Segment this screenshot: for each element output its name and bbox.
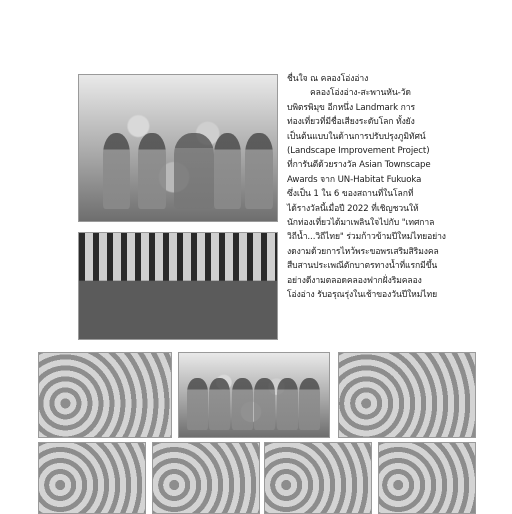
article-line: งดงามด้วยการไหว้พระขอพรเสริมสิริมงคล: [287, 246, 439, 257]
photo-group-standing: [178, 352, 330, 438]
article-line: นักท่องเที่ยวได้มาเพลินใจไปกับ "เทศกาล: [287, 218, 435, 229]
photo-bottom-row-4: [378, 442, 476, 514]
article-line: สืบสานประเพณีตักบาตรทางน้ำที่แรกมีขึ้น: [287, 261, 438, 272]
article-line: ท่องเที่ยวที่มีชื่อเสียงระดับโลก ทั้งยัง: [287, 117, 415, 128]
article-line: Awards จาก UN-Habitat Fukuoka: [287, 174, 422, 185]
article-line: ได้รางวัลนี้เมื่อปี 2022 ที่เชิญชวนให้: [287, 203, 419, 214]
article-line: ซึ่งเป็น 1 ใน 6 ของสถานที่ในโลกที่: [287, 189, 414, 200]
article-line: ที่การันตีด้วยรางวัล Asian Townscape: [287, 160, 431, 171]
article-line: (Landscape Improvement Project): [287, 146, 430, 157]
photo-bottom-left-1: [38, 352, 172, 438]
article-line: ชื่นใจ ณ คลองโอ่งอ่าง: [287, 74, 369, 84]
photo-bottom-row-3: [264, 442, 372, 514]
article-text: [287, 72, 487, 303]
photo-monk-with-officials: [78, 74, 278, 222]
article-line: คลองโอ่งอ่าง-สะพานหัน-วัด: [310, 88, 411, 99]
article-line: อย่างดีงามตลอดคลองฟากฝั่งริมคลอง: [287, 275, 422, 286]
article-line: เป็นต้นแบบในด้านการปรับปรุงภูมิทัศน์: [287, 131, 426, 142]
article-line: โอ่งอ่าง รับอรุณรุ่งในเช้าของวันปีใหม่ไทย: [287, 290, 438, 301]
photo-ritual-bathing: [338, 352, 476, 438]
article-line: วิถีน้ำ...วิถีไทย" ร่วมก้าวข้ามปีใหม่ไทยอย่าง: [287, 232, 446, 243]
article-line: บพิตรพิมุข อีกหนึ่ง Landmark การ: [287, 102, 415, 113]
photo-bottom-row-1: [38, 442, 146, 514]
photo-bottom-row-2: [152, 442, 260, 514]
photo-canal-boats: [78, 232, 278, 340]
